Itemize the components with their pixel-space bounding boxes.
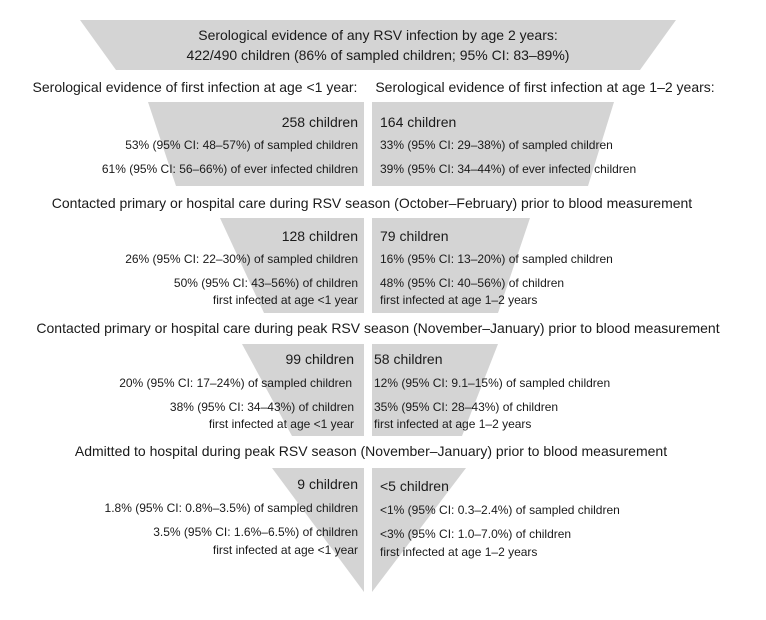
stage4-left-line1: 1.8% (95% CI: 0.8%–3.5%) of sampled children: [104, 501, 358, 515]
stage3-right-line3: first infected at age 1–2 years: [374, 417, 532, 431]
top-title: Serological evidence of any RSV infection by age 2 years:: [198, 27, 558, 43]
stage4-right-line3: first infected at age 1–2 years: [380, 545, 538, 559]
stage2-right-line2: 48% (95% CI: 40–56%) of children: [380, 276, 565, 290]
stage3-right-count: 58 children: [374, 351, 443, 367]
stage3-right-line2: 35% (95% CI: 28–43%) of children: [374, 400, 559, 414]
stage2-left-line1: 26% (95% CI: 22–30%) of sampled children: [125, 252, 358, 266]
stage4-left-line2: 3.5% (95% CI: 1.6%–6.5%) of children: [153, 525, 358, 539]
stage4-right-line1: <1% (95% CI: 0.3–2.4%) of sampled children: [380, 503, 620, 517]
stage1-right-line2: 39% (95% CI: 34–44%) of ever infected children: [380, 162, 637, 176]
stage2-heading: Contacted primary or hospital care during RSV season (October–February) prior to blood measurement: [51, 195, 693, 211]
stage1-left-count: 258 children: [281, 114, 358, 130]
stage3-left-line3: first infected at age <1 year: [208, 417, 354, 431]
stage2-right-line3: first infected at age 1–2 years: [380, 293, 538, 307]
stage2-left-line2: 50% (95% CI: 43–56%) of children: [173, 276, 358, 290]
stage4-left-line3: first infected at age <1 year: [212, 543, 358, 557]
stage1-right-count: 164 children: [380, 114, 457, 130]
stage1-left-line1: 53% (95% CI: 48–57%) of sampled children: [125, 138, 358, 152]
stage2-right-line1: 16% (95% CI: 13–20%) of sampled children: [380, 252, 613, 266]
stage3-right-line1: 12% (95% CI: 9.1–15%) of sampled children: [374, 376, 611, 390]
split-header-left: Serological evidence of first infection at age <1 year:: [32, 79, 358, 95]
stage4-left-count: 9 children: [297, 476, 358, 492]
stage2-left-line3: first infected at age <1 year: [212, 293, 358, 307]
stage3-left-line2: 38% (95% CI: 34–43%) of children: [169, 400, 354, 414]
stage1-left-line2: 61% (95% CI: 56–66%) of ever infected children: [101, 162, 358, 176]
stage4-right-count: <5 children: [380, 478, 449, 494]
top-summary: 422/490 children (86% of sampled children; 95% CI: 83–89%): [186, 47, 570, 63]
stage2-right-count: 79 children: [380, 228, 449, 244]
stage4-right-line2: <3% (95% CI: 1.0–7.0%) of children: [380, 527, 572, 541]
stage2-left-count: 128 children: [281, 228, 358, 244]
split-header-right: Serological evidence of first infection at age 1–2 years:: [375, 79, 715, 95]
stage3-left-line1: 20% (95% CI: 17–24%) of sampled children: [119, 376, 352, 390]
stage1-right-line1: 33% (95% CI: 29–38%) of sampled children: [380, 138, 613, 152]
stage3-heading: Contacted primary or hospital care during peak RSV season (November–January) prior to blood measurement: [36, 320, 720, 336]
stage3-left-count: 99 children: [285, 351, 354, 367]
stage4-heading: Admitted to hospital during peak RSV season (November–January) prior to blood measurement: [74, 443, 668, 459]
